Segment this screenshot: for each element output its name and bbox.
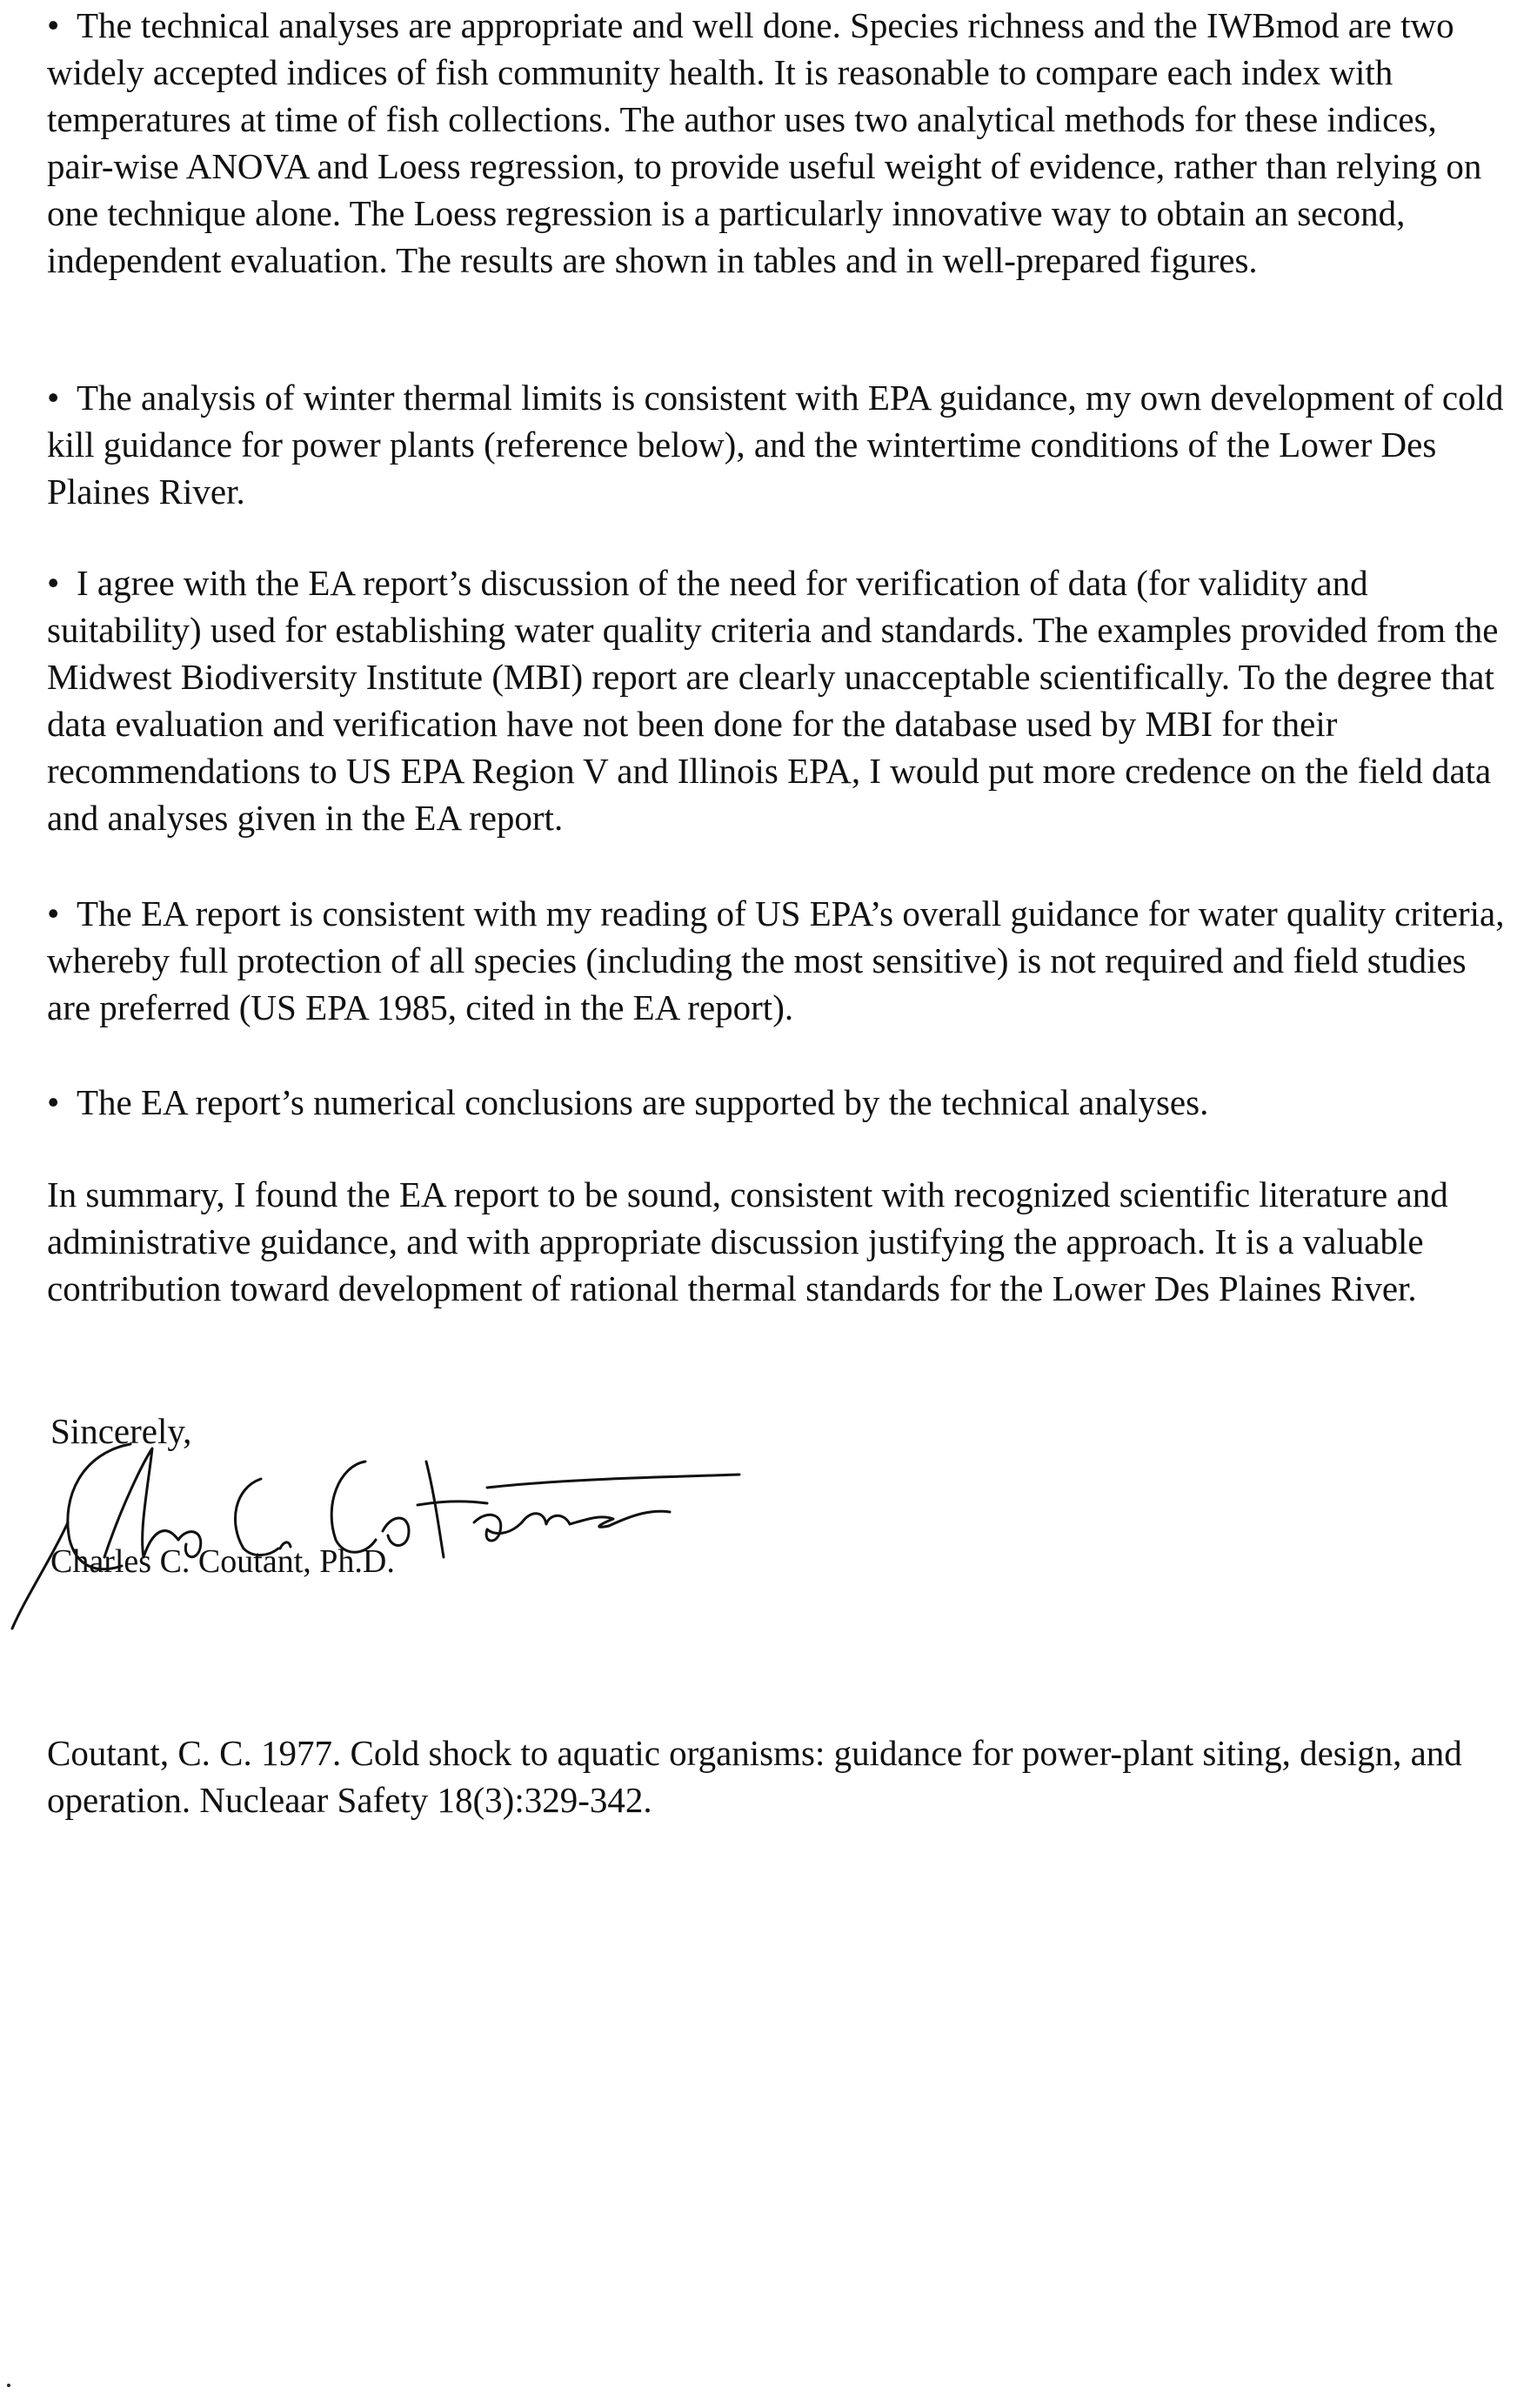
bullet-paragraph <box>47 1079 1508 1126</box>
closing-salutation: Sincerely, <box>50 1411 192 1451</box>
bullet-marker: • <box>47 1082 60 1122</box>
bullet-paragraph <box>47 374 1508 515</box>
reference-citation: Coutant, C. C. 1977. Cold shock to aquatic organisms: guidance for power-plant siting, design, and operation. Nucleaar Safety 18(3):329-342. <box>47 1733 1462 1820</box>
bullet-marker: • <box>47 563 60 603</box>
handwritten-signature <box>0 1427 783 1635</box>
bullet-marker: • <box>47 893 60 933</box>
bullet-text: The analysis of winter thermal limits is consistent with EPA guidance, my own development of cold kill guidance for power plants (reference below), and the wintertime conditions of the Lower Des Plaines River. <box>47 378 1504 512</box>
bullet-text: The EA report’s numerical conclusions are supported by the technical analyses. <box>77 1082 1209 1122</box>
bullet-text: The technical analyses are appropriate and well done. Species richness and the IWBmod are two widely accepted indices of fish community health. It is reasonable to compare each index with temperatures at time of fish collections. The author uses two analytical methods for these indices, pair-wise ANOVA and Loess regression, to provide useful weight of evidence, rather than relying on one technique alone. The Loess regression is a particularly innovative way to obtain an second, independent evaluation. The results are shown in tables and in well-prepared figures. <box>47 5 1482 280</box>
signatory-name: Charles C. Coutant, Ph.D. <box>50 1543 395 1580</box>
bullet-paragraph <box>47 559 1508 841</box>
bullet-text: I agree with the EA report’s discussion of the need for verification of data (for validity and suitability) used for establishing water quality criteria and standards. The examples provided from the Midwest Biodiversity Institute (MBI) report are clearly unacceptable scientifically. To the degree that data evaluation and verification have not been done for the database used by MBI for their recommendations to US EPA Region V and Illinois EPA, I would put more credence on the field data and analyses given in the EA report. <box>47 563 1499 838</box>
bullet-paragraph <box>47 2 1508 284</box>
bullet-marker: • <box>47 378 60 418</box>
bullet-text: The EA report is consistent with my reading of US EPA’s overall guidance for water quality criteria, whereby full protection of all species (including the most sensitive) is not required and field studies are preferred (US EPA 1985, cited in the EA report). <box>47 893 1505 1027</box>
summary-paragraph: In summary, I found the EA report to be sound, consistent with recognized scientific literature and administrative guidance, and with appropriate discussion justifying the approach. It is a valuable contribution toward development of rational thermal standards for the Lower Des Plaines River. <box>47 1174 1448 1308</box>
bullet-marker: • <box>47 5 60 45</box>
scan-speck <box>7 2384 10 2387</box>
bullet-paragraph <box>47 890 1508 1031</box>
